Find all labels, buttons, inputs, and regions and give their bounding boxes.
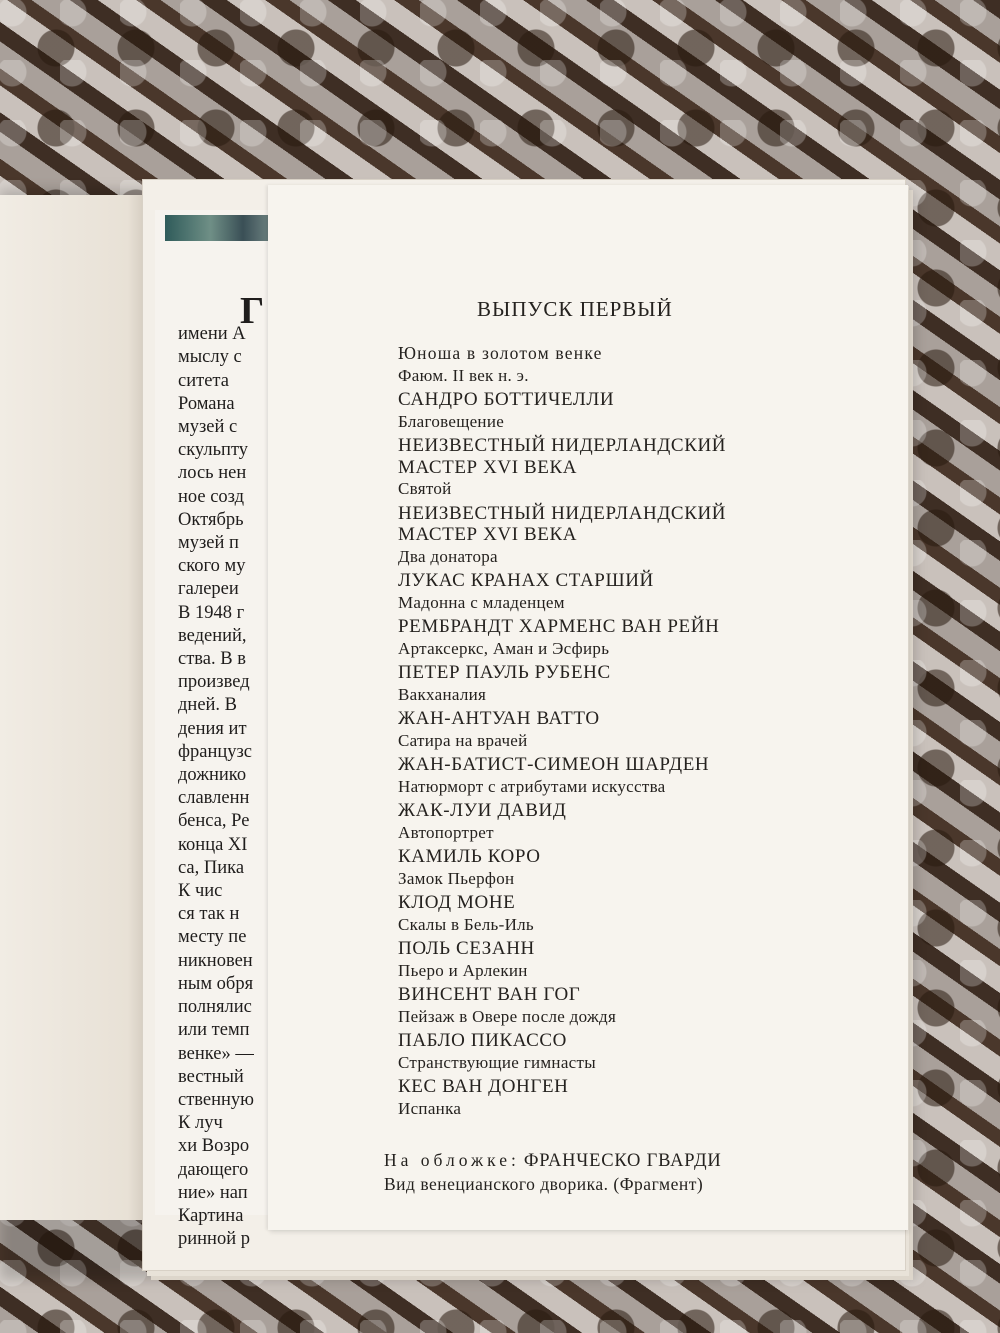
left-text-line: ринной р bbox=[178, 1229, 250, 1250]
left-text-line: ственную bbox=[178, 1089, 255, 1110]
left-text-line: дающего bbox=[178, 1159, 249, 1180]
cover-note-work: Вид венецианского дворика. (Фрагмент) bbox=[384, 1174, 704, 1194]
left-text-line: Картина bbox=[178, 1205, 244, 1226]
left-text-line: бенса, Ре bbox=[178, 811, 250, 832]
left-text-line: К чис bbox=[178, 881, 223, 902]
left-text-line: ства. В в bbox=[178, 649, 246, 670]
entry-artist: МАСТЕР XVI ВЕКА bbox=[398, 524, 578, 545]
left-text-line: музей с bbox=[178, 417, 238, 438]
contents-entry bbox=[398, 708, 878, 751]
entry-work: Испанка bbox=[398, 1098, 462, 1118]
entry-work: Артаксеркс, Аман и Эсфирь bbox=[398, 638, 610, 658]
entry-artist: САНДРО БОТТИЧЕЛЛИ bbox=[398, 389, 615, 410]
cover-note-label: На обложке: bbox=[384, 1150, 520, 1170]
left-text-line: ся так н bbox=[178, 904, 240, 925]
left-text-line: Романа bbox=[178, 393, 235, 414]
contents-entry bbox=[398, 616, 878, 659]
left-text-line: дения ит bbox=[178, 718, 247, 739]
left-text-line: ведений, bbox=[178, 625, 247, 646]
entry-work: Вакханалия bbox=[398, 684, 487, 704]
contents-entry bbox=[398, 846, 878, 889]
entry-work: Фаюм. II век н. э. bbox=[398, 365, 529, 385]
entry-work: Сатира на врачей bbox=[398, 730, 528, 750]
left-text-line: вестный bbox=[178, 1066, 244, 1087]
contents-entry bbox=[398, 389, 878, 432]
left-text-line: лось нен bbox=[178, 463, 247, 484]
entry-work: Два донатора bbox=[398, 546, 498, 566]
contents-list bbox=[398, 343, 878, 1122]
contents-entry bbox=[398, 984, 878, 1027]
left-text-line: славленн bbox=[178, 788, 250, 809]
left-text-line: произвед bbox=[178, 672, 250, 693]
entry-artist: ЖАН-АНТУАН ВАТТО bbox=[398, 708, 600, 729]
left-text-line: венке» — bbox=[178, 1043, 254, 1064]
entry-artist: ПЕТЕР ПАУЛЬ РУБЕНС bbox=[398, 662, 611, 683]
left-text-line: дожнико bbox=[178, 765, 247, 786]
dropcap-letter: Г bbox=[240, 290, 265, 332]
left-text-line: или темп bbox=[178, 1020, 250, 1041]
left-text-line: имени А bbox=[178, 324, 246, 345]
entry-artist: МАСТЕР XVI ВЕКА bbox=[398, 456, 578, 478]
entry-work: Замок Пьерфон bbox=[398, 868, 515, 888]
left-text-line: ского му bbox=[178, 556, 246, 577]
entry-work: Пьеро и Арлекин bbox=[398, 960, 528, 980]
entry-artist: ПАБЛО ПИКАССО bbox=[398, 1030, 567, 1051]
left-text-line: хи Возро bbox=[178, 1136, 250, 1157]
left-text-line: музей п bbox=[178, 533, 239, 554]
contents-entry bbox=[398, 570, 878, 613]
issue-title: ВЫПУСК ПЕРВЫЙ bbox=[477, 297, 673, 321]
contents-entry bbox=[398, 938, 878, 981]
entry-work: Странствующие гимнасты bbox=[398, 1052, 596, 1072]
left-text-line: К луч bbox=[178, 1113, 223, 1134]
entry-artist: КЕС ВАН ДОНГЕН bbox=[398, 1076, 569, 1097]
entry-work: Благовещение bbox=[398, 411, 505, 431]
left-text-line: В 1948 г bbox=[178, 602, 245, 623]
entry-artist: РЕМБРАНДТ ХАРМЕНС ВАН РЕЙН bbox=[398, 616, 720, 637]
left-text-line: конца XI bbox=[178, 834, 248, 855]
contents-entry bbox=[398, 503, 878, 568]
left-text-line: французс bbox=[178, 741, 253, 762]
cover-note-artist: ФРАНЧЕСКО ГВАРДИ bbox=[523, 1151, 722, 1171]
left-text-line: Октябрь bbox=[178, 509, 244, 530]
contents-entry bbox=[398, 662, 878, 705]
entry-work: Пейзаж в Овере после дождя bbox=[398, 1006, 617, 1026]
left-text-line: са, Пика bbox=[178, 857, 245, 878]
book-inner-cover bbox=[0, 195, 150, 1220]
left-text-line: ное созд bbox=[178, 486, 245, 507]
contents-entry bbox=[398, 1030, 878, 1073]
left-text-line: ние» нап bbox=[178, 1182, 248, 1203]
left-text-line: никновен bbox=[178, 950, 253, 971]
entry-artist: Юноша в золотом венке bbox=[398, 343, 603, 363]
entry-artist: ЖАК-ЛУИ ДАВИД bbox=[398, 800, 567, 821]
contents-entry bbox=[398, 1076, 878, 1119]
entry-artist: НЕИЗВЕСТНЫЙ НИДЕРЛАНДСКИЙ bbox=[398, 502, 727, 524]
entry-work: Мадонна с младенцем bbox=[398, 592, 565, 612]
contents-entry bbox=[398, 754, 878, 797]
left-text-line: дней. В bbox=[178, 695, 238, 716]
contents-entry bbox=[398, 343, 878, 386]
left-text-line: галереи bbox=[178, 579, 239, 600]
left-text-line: ным обря bbox=[178, 973, 254, 994]
entry-work: Скалы в Бель-Иль bbox=[398, 914, 534, 934]
contents-entry bbox=[398, 800, 878, 843]
entry-artist: КАМИЛЬ КОРО bbox=[398, 846, 541, 867]
contents-entry bbox=[398, 892, 878, 935]
cover-note bbox=[384, 1150, 722, 1195]
entry-artist: ПОЛЬ СЕЗАНН bbox=[398, 938, 535, 959]
entry-artist: КЛОД МОНЕ bbox=[398, 892, 516, 913]
entry-artist: ЖАН-БАТИСТ-СИМЕОН ШАРДЕН bbox=[398, 754, 710, 775]
entry-work: Святой bbox=[398, 479, 452, 498]
entry-artist: ЛУКАС КРАНАХ СТАРШИЙ bbox=[398, 570, 654, 591]
entry-artist: НЕИЗВЕСТНЫЙ НИДЕРЛАНДСКИЙ bbox=[398, 435, 727, 456]
left-text-line: скульпту bbox=[178, 440, 249, 461]
entry-artist: ВИНСЕНТ ВАН ГОГ bbox=[398, 984, 581, 1005]
entry-work: Автопортрет bbox=[398, 822, 494, 842]
left-text-line: месту пе bbox=[178, 927, 247, 948]
left-text-line: мыслу с bbox=[178, 347, 242, 368]
left-text-line: ситета bbox=[178, 370, 229, 391]
contents-entry bbox=[398, 435, 878, 500]
left-text-line: полнялис bbox=[178, 997, 252, 1018]
entry-work: Натюрморт с атрибутами искусства bbox=[398, 776, 666, 796]
